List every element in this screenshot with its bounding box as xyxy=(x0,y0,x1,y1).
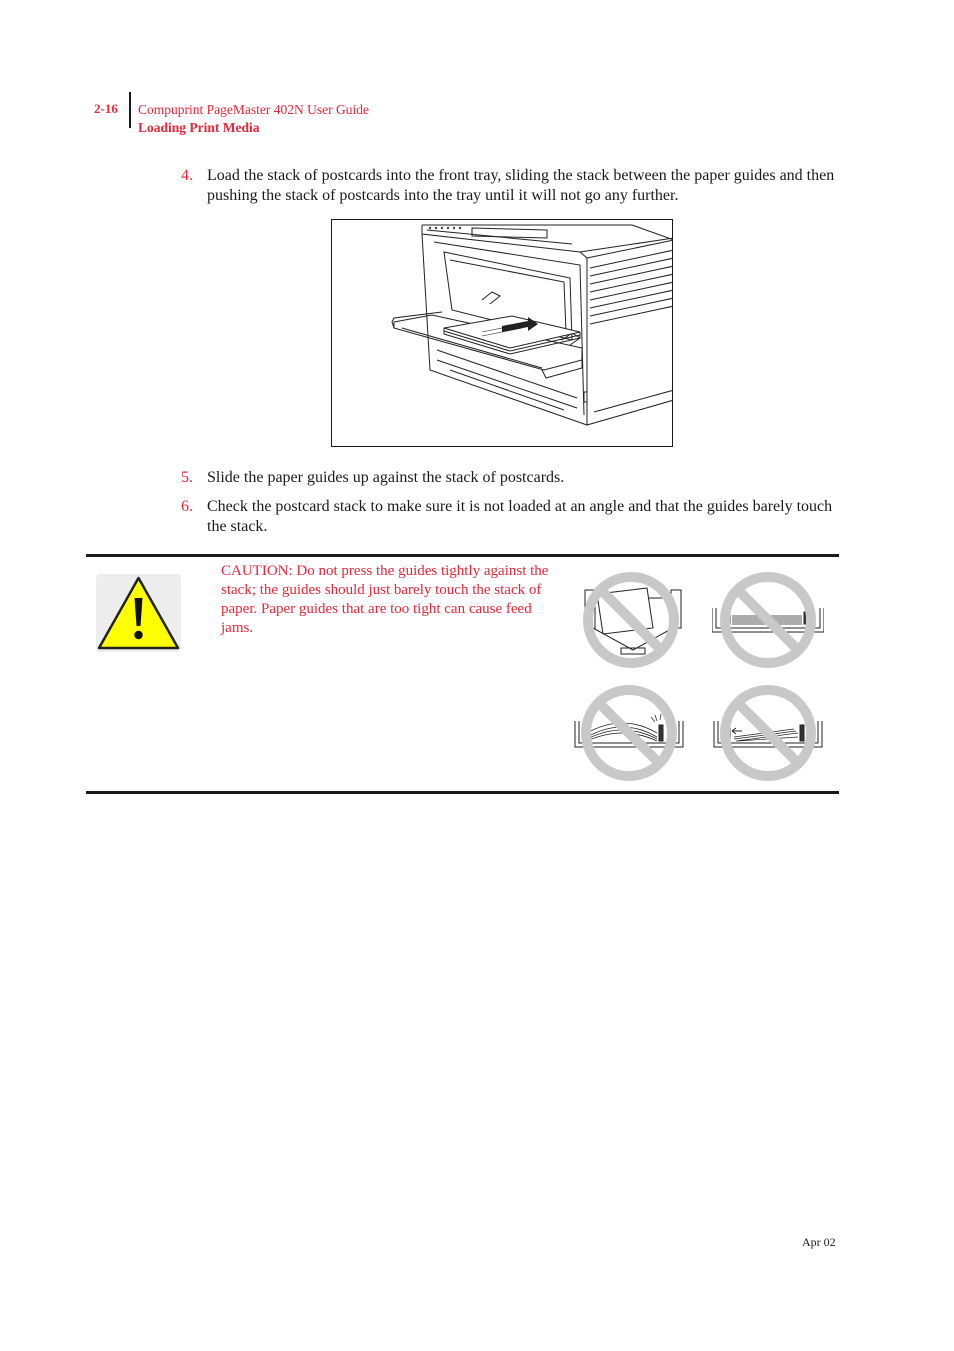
prohibit-guides-tight-icon xyxy=(712,568,824,672)
step-6 xyxy=(181,497,841,536)
printer-front-tray-illustration xyxy=(331,219,673,447)
footer-date: Apr 02 xyxy=(802,1235,836,1249)
step-number: 4. xyxy=(181,167,193,184)
section-title: Loading Print Media xyxy=(138,120,260,135)
header-divider xyxy=(129,92,131,128)
caution-top-rule xyxy=(86,554,839,557)
step-number: 5. xyxy=(181,469,193,486)
step-text: Slide the paper guides up against the stack of postcards. xyxy=(207,469,565,486)
prohibit-stack-gap-icon xyxy=(712,681,824,785)
step-5 xyxy=(181,468,841,488)
warning-triangle-icon xyxy=(96,574,181,652)
printer-drawing xyxy=(332,220,673,447)
caution-bottom-rule xyxy=(86,791,839,794)
guide-title: Compuprint PageMaster 402N User Guide xyxy=(138,102,369,117)
caution-text: CAUTION: Do not press the guides tightly against the stack; the guides should just barely touch the stack of paper. Paper guides that are too tight can cause feed jams. xyxy=(221,563,549,636)
prohibit-guide-angled-icon xyxy=(575,568,687,672)
step-text: Load the stack of postcards into the front tray, sliding the stack between the paper guides and then pushing the stack of postcards into the tray until it will not go any further. xyxy=(207,167,835,204)
step-number: 6. xyxy=(181,498,193,515)
running-header xyxy=(138,101,369,137)
step-4 xyxy=(181,166,841,205)
step-text: Check the postcard stack to make sure it is not loaded at an angle and that the guides barely touch the stack. xyxy=(207,498,833,535)
page-number: 2-16 xyxy=(94,101,118,116)
prohibit-stack-bowed-icon xyxy=(573,681,685,785)
